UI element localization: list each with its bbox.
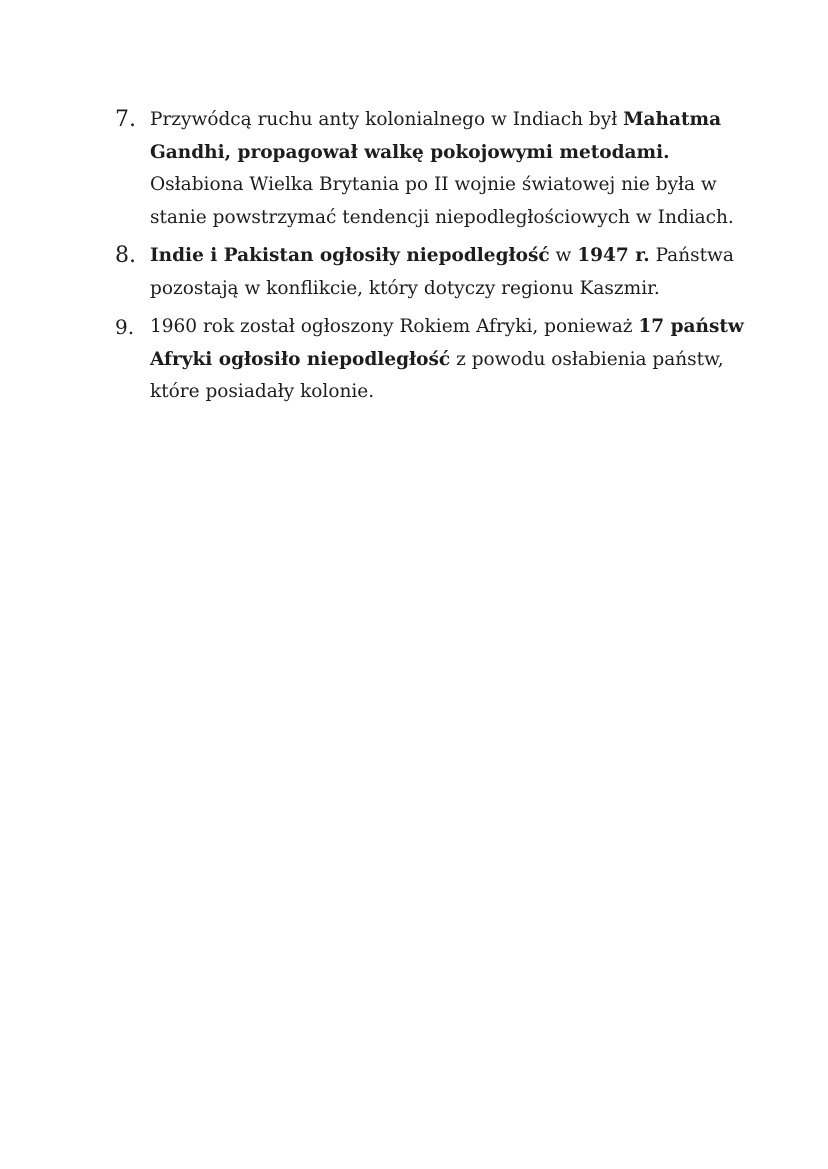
text-segment: Państwa pozostają w konflikcie, który dotyczy regionu Kaszmir.: [150, 245, 734, 299]
list-number: 8.: [115, 243, 136, 268]
text-segment: w: [549, 245, 578, 266]
list-item-8: [115, 240, 755, 305]
list-number: 7.: [115, 107, 136, 132]
list-item-7: [115, 104, 755, 234]
text-segment: z powodu osłabienia państw, które posiadały kolonie.: [150, 348, 724, 402]
text-segment: Osłabiona Wielka Brytania po II wojnie światowej nie była w stanie powstrzymać tendencji niepodległościowych w Indiach.: [150, 174, 734, 228]
list-number: 9.: [115, 315, 135, 339]
bold-text-segment: Indie i Pakistan ogłosiły niepodległość: [150, 245, 550, 266]
bold-text-segment: 17 państw Afryki ogłosiło niepodległość: [150, 316, 744, 370]
text-segment: 1960 rok został ogłoszony Rokiem Afryki, ponieważ: [150, 316, 639, 337]
list-item-9: [115, 311, 755, 409]
bold-text-segment: Mahatma Gandhi, propagował walkę pokojowymi metodami.: [150, 109, 722, 163]
text-segment: Przywódcą ruchu anty kolonialnego w Indiach był: [150, 109, 624, 130]
numbered-list: [115, 104, 755, 415]
bold-text-segment: 1947 r.: [577, 245, 650, 266]
